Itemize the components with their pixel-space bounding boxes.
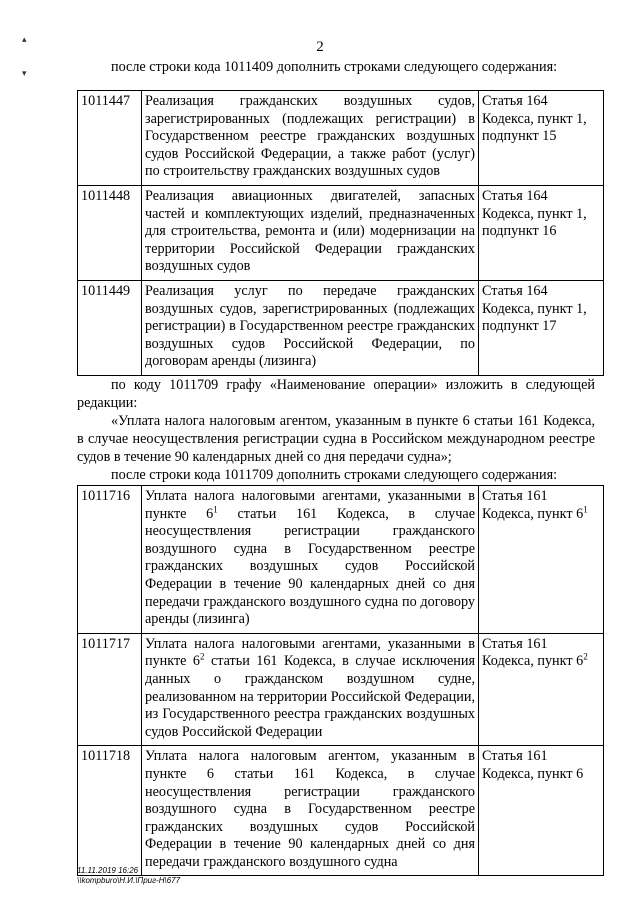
operation-name: Реализация гражданских воздушных судов, зарегистрированных (подлежащих регистрации) в Государственном реестре гражданских воздушных судов Российской Федерации, а также работ (услуг) по строительству гражданских воздушных судов bbox=[142, 91, 479, 186]
operations-table-2 bbox=[77, 485, 604, 876]
operation-code: 1011447 bbox=[78, 91, 142, 186]
intro-paragraph-2: после строки кода 1011709 дополнить строками следующего содержания: bbox=[111, 467, 558, 483]
table-row bbox=[78, 185, 604, 280]
paragraph-code-1011709: по коду 1011709 графу «Наименование операции» изложить в следующей редакции: bbox=[77, 377, 595, 411]
operation-name: Реализация услуг по передаче гражданских воздушных судов, зарегистрированных (подлежащих регистрации) в Государственном реестре гражданских воздушных судов Российской Федерации, по договорам аренды (лизинга) bbox=[142, 280, 479, 375]
operation-name: Уплата налога налоговым агентом, указанным в пункте 6 статьи 161 Кодекса, в случае неосуществления регистрации гражданского воздушного судна в Государственном реестре гражданских воздушных судов Российской Федерации в течение 90 календарных дней со дня передачи гражданского воздушного судна bbox=[142, 746, 479, 876]
operations-table-1 bbox=[77, 90, 604, 376]
operation-reference: Статья 164 Кодекса, пункт 1, подпункт 17 bbox=[479, 280, 604, 375]
page-number: 2 bbox=[316, 39, 324, 55]
operation-code: 1011718 bbox=[78, 746, 142, 876]
table-row bbox=[78, 91, 604, 186]
footer-timestamp: 11.11.2019 16:26 bbox=[77, 866, 139, 875]
intro-paragraph-1: после строки кода 1011409 дополнить строками следующего содержания: bbox=[111, 59, 558, 75]
operation-reference: Статья 161 Кодекса, пункт 6 bbox=[479, 746, 604, 876]
table-row bbox=[78, 280, 604, 375]
operation-reference: Статья 161 Кодекса, пункт $6^1$ bbox=[479, 486, 604, 634]
operation-code: 1011716 bbox=[78, 486, 142, 634]
table-row bbox=[78, 633, 604, 746]
document-footer bbox=[77, 866, 180, 886]
operation-code: 1011449 bbox=[78, 280, 142, 375]
operation-code: 1011448 bbox=[78, 185, 142, 280]
table-row bbox=[78, 486, 604, 634]
operation-reference: Статья 164 Кодекса, пункт 1, подпункт 16 bbox=[479, 185, 604, 280]
table-row bbox=[78, 746, 604, 876]
operation-name: Уплата налога налоговыми агентами, указанными в пункте $6^2$ статьи 161 Кодекса, в случае исключения данных о гражданском воздушном судне, реализованном на территории Российской Федерации, из Государственного реестра гражданских воздушных судов Российской Федерации bbox=[142, 633, 479, 746]
footer-file-path: \\kompburo\Н.И.\Приг-Н\677 bbox=[77, 876, 181, 885]
operation-name: Реализация авиационных двигателей, запасных частей и комплектующих изделий, предназначенных для строительства, ремонта и (или) модернизации на территории Российской Федерации гражданских воздушных судов bbox=[142, 185, 479, 280]
operation-reference: Статья 161 Кодекса, пункт $6^2$ bbox=[479, 633, 604, 746]
scan-mark-top: ▴ bbox=[22, 34, 27, 44]
operation-name: Уплата налога налоговыми агентами, указанными в пункте $6^1$ статьи 161 Кодекса, в случае неосуществления регистрации гражданского воздушного судна в Государственном реестре гражданских воздушных судов Российской Федерации в течение 90 календарных дней со дня передачи гражданского воздушного судна по договору аренды (лизинга) bbox=[142, 486, 479, 634]
paragraph-new-wording: «Уплата налога налоговым агентом, указанным в пункте 6 статьи 161 Кодекса, в случае неосуществления регистрации судна в Российском международном реестре судов в течение 90 календарных дней со дня передачи судна»; bbox=[77, 413, 595, 465]
operation-reference: Статья 164 Кодекса, пункт 1, подпункт 15 bbox=[479, 91, 604, 186]
scan-mark-bottom: ▾ bbox=[22, 68, 27, 78]
operation-code: 1011717 bbox=[78, 633, 142, 746]
